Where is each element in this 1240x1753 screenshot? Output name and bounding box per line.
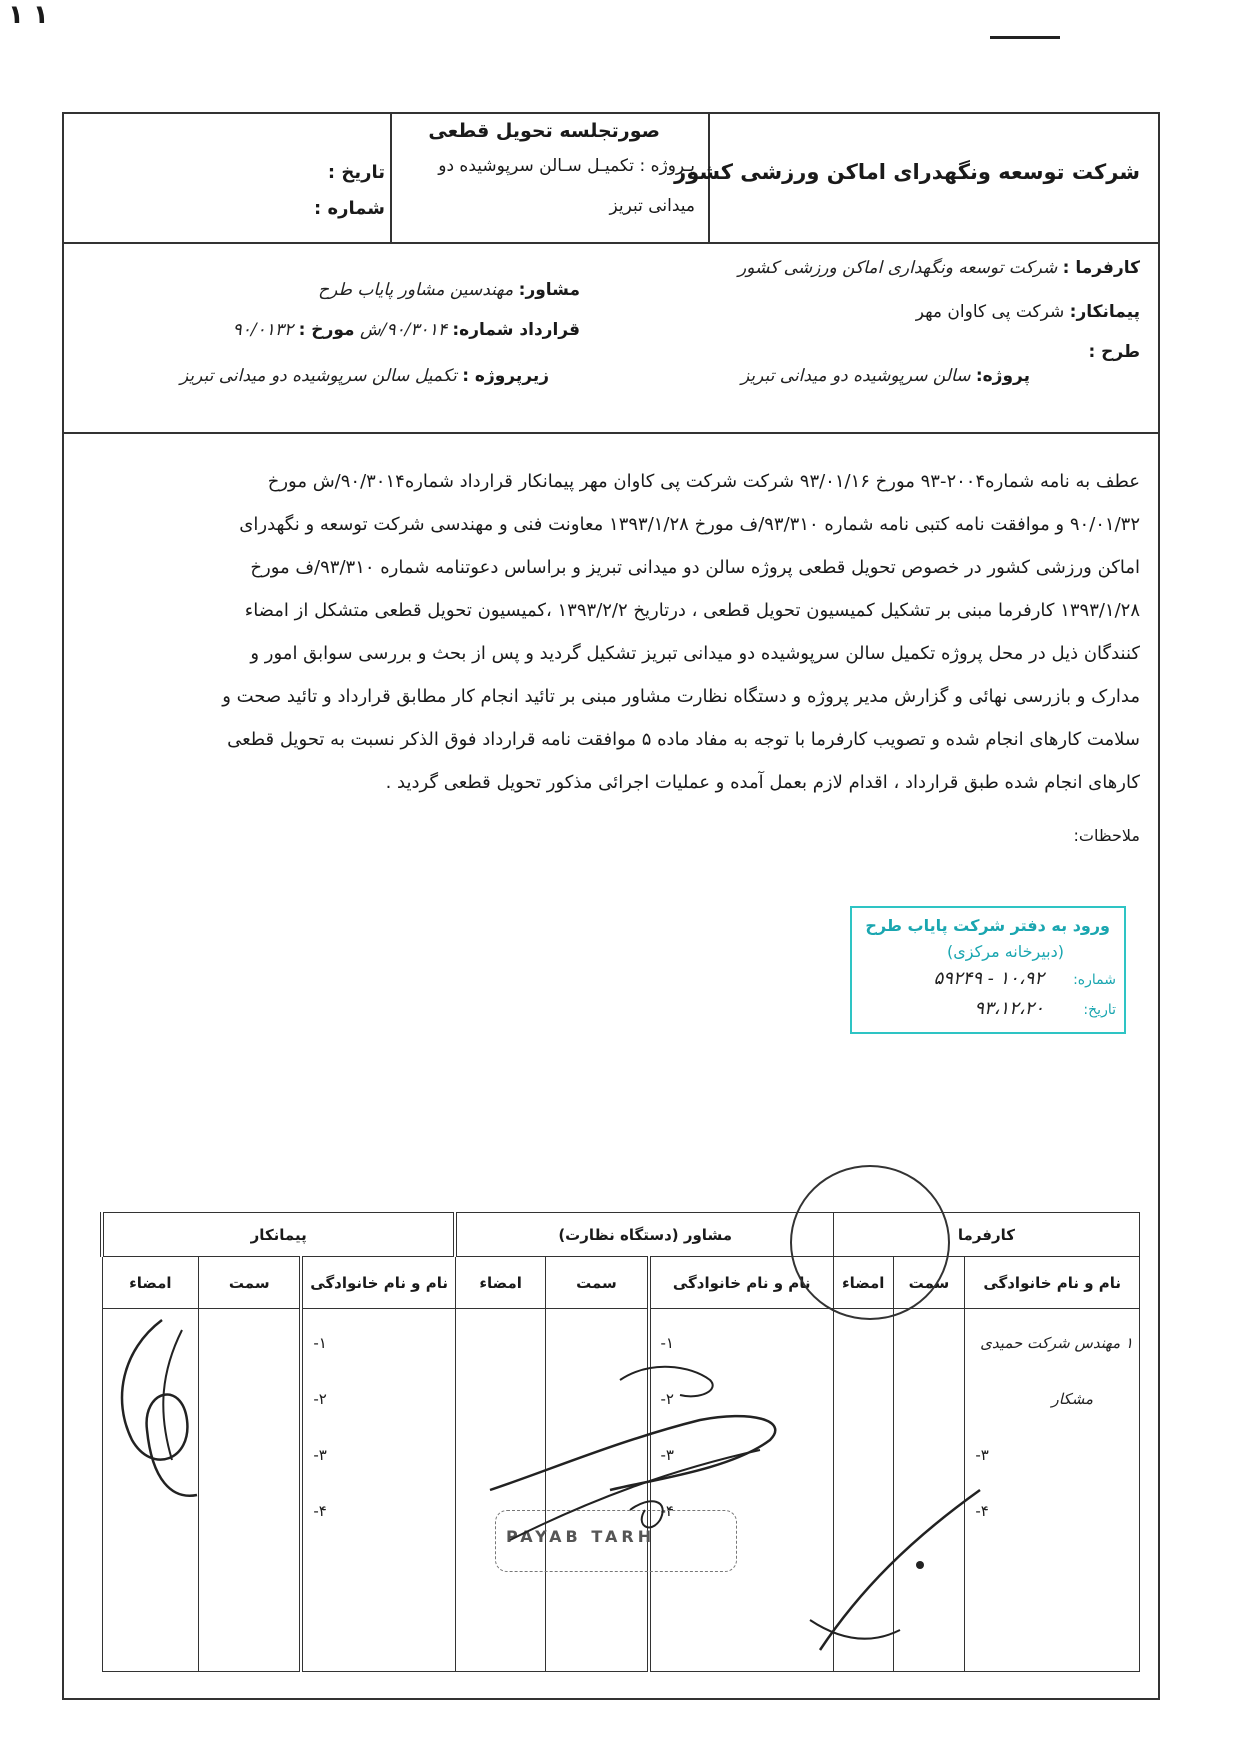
row-number: -۲ [313,1390,327,1408]
subproject-label: زیرپروژه : [462,366,549,386]
body-line: کنندگان ذیل در محل پروژه تکمیل سالن سرپوشیده دو میدانی تبریز تشکیل گردید و پس از بحث و بررسی سوابق امور و [250,643,1140,664]
stamp-number-value: ۱۰،۹۲ - ۵۹۲۴۹ [933,968,1044,989]
round-seal [790,1165,950,1320]
page-corner-mark: ۱ ۱ [8,0,49,30]
consultant-name-col: نام و نام خانوادگی [649,1257,834,1309]
consultant-signature-col: امضاء [455,1257,545,1309]
employer-name-col: نام و نام خانوادگی [965,1257,1140,1309]
employer-position-col: سمت [893,1257,965,1309]
body-line: مدارک و بازرسی نهائی و گزارش مدیر پروژه و دستگاه نظارت مشاور مبنی بر تائید انجام کار مطابق قرارداد و تائید صحت و [222,686,1140,707]
consultant-group-header: مشاور (دستگاه نظارت) [455,1213,833,1257]
contractor-position-col: سمت [199,1257,302,1309]
body-line: ۱۳۹۳/۱/۲۸ کارفرما مبنی بر تشکیل کمیسیون تحویل قطعی ، درتاریخ ۱۳۹۳/۲/۲ ،کمیسیون تحویل قطعی متشکل از امضاء [244,600,1140,621]
row-number: -۱ [313,1334,327,1352]
project-label: پروژه: [975,366,1030,386]
consultant-position-col: سمت [546,1257,649,1309]
employer-label: کارفرما : [1062,258,1140,278]
contract-date: ۹۰/۰۱۳۲ [232,320,294,340]
contractor-label: پیمانکار: [1069,302,1140,322]
contract-label: قرارداد شماره: [452,320,580,340]
project-value: سالن سرپوشیده دو میدانی تبریز [741,366,971,386]
employer-entry-2: مشکار [1051,1390,1093,1408]
consultant-signature-scribble [470,1320,830,1620]
contractor-signature-col: امضاء [102,1257,199,1309]
row-number: -۲ [660,1390,674,1408]
stamp-date-value: ۹۳،۱۲،۲۰ [974,998,1044,1019]
consultant-value: مهندسین مشاور پایاب طرح [318,280,514,300]
stamp-line2: (دبیرخانه مرکزی) [947,942,1064,961]
subproject-value: تکمیل سالن سرپوشیده دو میدانی تبریز [180,366,457,386]
employer-signature-col: امضاء [833,1257,893,1309]
notes-label: ملاحظات: [1073,826,1140,845]
row-number: -۴ [660,1502,674,1520]
receipt-stamp [850,906,1126,1034]
header-project-line2: میدانی تبریز [609,196,695,216]
number-label: شماره : [314,198,385,219]
employer-value: شرکت توسعه ونگهداری اماکن ورزشی کشور [738,258,1058,278]
employer-signature-scribble [800,1470,1000,1670]
contractor-name-col: نام و نام خانوادگی [301,1257,455,1309]
body-line: عطف به نامه شماره۲۰۰۴-۹۳ مورخ ۹۳/۰۱/۱۶ شرکت شرکت پی کاوان مهر پیمانکار قرارداد شماره۹۰/۳۰۱۴/ش مورخ [267,471,1140,492]
employer-entry-1: ۱ مهندس شرکت حمیدی [980,1334,1133,1352]
header-bottom-rule [62,242,1160,244]
row-number: -۳ [975,1446,989,1464]
contract-row [233,320,580,340]
stamp-line1: ورود به دفتر شرکت پایاب طرح [865,916,1110,935]
row-number: -۳ [660,1446,674,1464]
header-project-line1: پـروژه : تکمیـل سـالن سرپوشیده دو [438,156,695,176]
stamp-number-label: شماره: [1073,972,1116,988]
info-bottom-rule [62,432,1160,434]
employer-row [738,258,1140,278]
top-dash-mark [990,36,1060,39]
contractor-names-cell [301,1309,455,1672]
body-line: کارهای انجام شده طبق قرارداد ، اقدام لازم بعمل آمده و عملیات اجرائی مذکور تحویل قطعی گردید . [385,772,1140,793]
row-number: -۴ [313,1502,327,1520]
consultant-row [318,280,580,300]
contractor-value: شرکت پی کاوان مهر [915,302,1065,322]
minutes-body [100,460,1140,804]
contractor-row [916,302,1140,322]
company-name: شرکت توسعه ونگهدرای اماکن ورزشی کشور [674,160,1140,184]
project-row [741,366,1030,386]
row-number: -۴ [975,1502,989,1520]
stamp-date-label: تاریخ: [1083,1002,1116,1018]
consultant-label: مشاور: [518,280,580,300]
body-line: سلامت کارهای انجام شده و تصویب کارفرما با توجه به مفاد ماده ۵ موافقت نامه قرارداد فوق الذکر نسبت به تحویل قطعی [227,729,1140,750]
plan-label: طرح : [1088,342,1140,362]
employer-group-header: کارفرما [833,1213,1139,1257]
date-label: تاریخ : [327,162,385,183]
header-divider-left [390,112,392,242]
contractor-signature-scribble [102,1310,222,1510]
row-number: -۳ [313,1446,327,1464]
subproject-row [180,366,549,386]
contract-number: ۹۰/۳۰۱۴/ش [359,320,447,340]
contractor-group-header: پیمانکار [102,1213,455,1257]
document-title: صورتجلسه تحویل قطعی [428,120,660,142]
contract-date-label: مورخ : [298,320,355,340]
body-line: ۹۰/۰۱/۳۲ و موافقت نامه کتبی نامه شماره ۹۳/۳۱۰/ف مورخ ۱۳۹۳/۱/۲۸ معاونت فنی و مهندسی شرکت توسعه و نگهدرای [239,514,1140,535]
body-line: اماکن ورزشی کشور در خصوص تحویل قطعی پروژه سالن دو میدانی تبریز و براساس دعوتنامه شماره ۹۳/۳۱۰/ف مورخ [250,557,1140,578]
row-number: -۱ [660,1334,674,1352]
consultant-seal-text: PAYAB TARH [506,1527,656,1546]
